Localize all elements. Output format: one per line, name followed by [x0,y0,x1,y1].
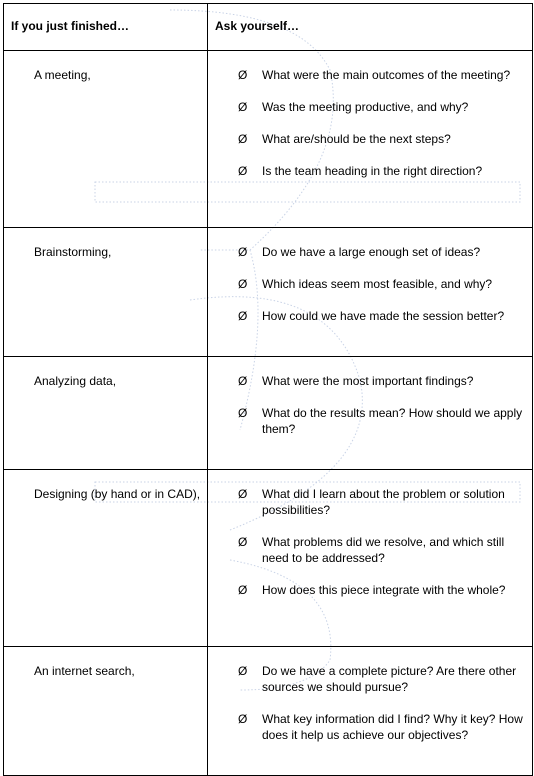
bullet-icon: Ø [238,132,248,146]
bullet-icon: Ø [238,100,248,114]
activity-cell: An internet search, [4,647,208,776]
questions-cell [208,51,533,228]
bullet-icon: Ø [238,664,248,678]
bullet-icon: Ø [238,535,248,549]
activity-cell: Brainstorming, [4,228,208,357]
list-item: Ø Which ideas seem most feasible, and why? [238,277,493,291]
list-item: Ø What are/should be the next steps? [238,132,451,146]
question-list [208,647,532,743]
table-row [4,51,533,228]
activity-cell: Analyzing data, [4,357,208,470]
list-item: Ø How does this piece integrate with the whole? [238,583,506,597]
header-cell-activity: If you just finished… [4,4,208,51]
bullet-icon: Ø [238,406,248,420]
questions-cell [208,470,533,647]
question-list [208,51,532,179]
list-item: Ø Do we have a complete picture? Are there other sources we should pursue? [238,664,517,694]
list-item: Ø What key information did I find? Why it key? How does it help us achieve our objectives? [238,712,523,742]
list-item: Ø What do the results mean? How should we apply them? [238,406,523,436]
bullet-icon: Ø [238,309,248,323]
table-row [4,357,533,470]
bullet-icon: Ø [238,583,248,597]
bullet-icon: Ø [238,712,248,726]
bullet-icon: Ø [238,277,248,291]
bullet-icon: Ø [238,374,248,388]
table-row [4,228,533,357]
header-cell-questions: Ask yourself… [208,4,533,51]
list-item: Ø How could we have made the session better? [238,309,505,323]
bullet-icon: Ø [238,245,248,259]
list-item: Ø What were the most important findings? [238,374,474,388]
list-item: Ø Is the team heading in the right direction? [238,164,483,178]
bullet-icon: Ø [238,487,248,501]
question-list [208,357,532,437]
list-item: Ø What problems did we resolve, and which still need to be addressed? [238,535,505,565]
bullet-icon: Ø [238,68,248,82]
list-item: Ø Was the meeting productive, and why? [238,100,469,114]
list-item: Ø What were the main outcomes of the meeting? [238,68,511,82]
table-header-row [4,4,533,51]
activity-cell: A meeting, [4,51,208,228]
activity-cell: Designing (by hand or in CAD), [4,470,208,647]
questions-cell [208,228,533,357]
questions-cell [208,647,533,776]
questions-cell [208,357,533,470]
table-row [4,470,533,647]
question-list [208,470,532,598]
bullet-icon: Ø [238,164,248,178]
table-row [4,647,533,776]
list-item: Ø What did I learn about the problem or solution possibilities? [238,487,505,517]
question-list [208,228,532,324]
list-item: Ø Do we have a large enough set of ideas? [238,245,481,259]
reflection-questions-table [3,3,533,776]
